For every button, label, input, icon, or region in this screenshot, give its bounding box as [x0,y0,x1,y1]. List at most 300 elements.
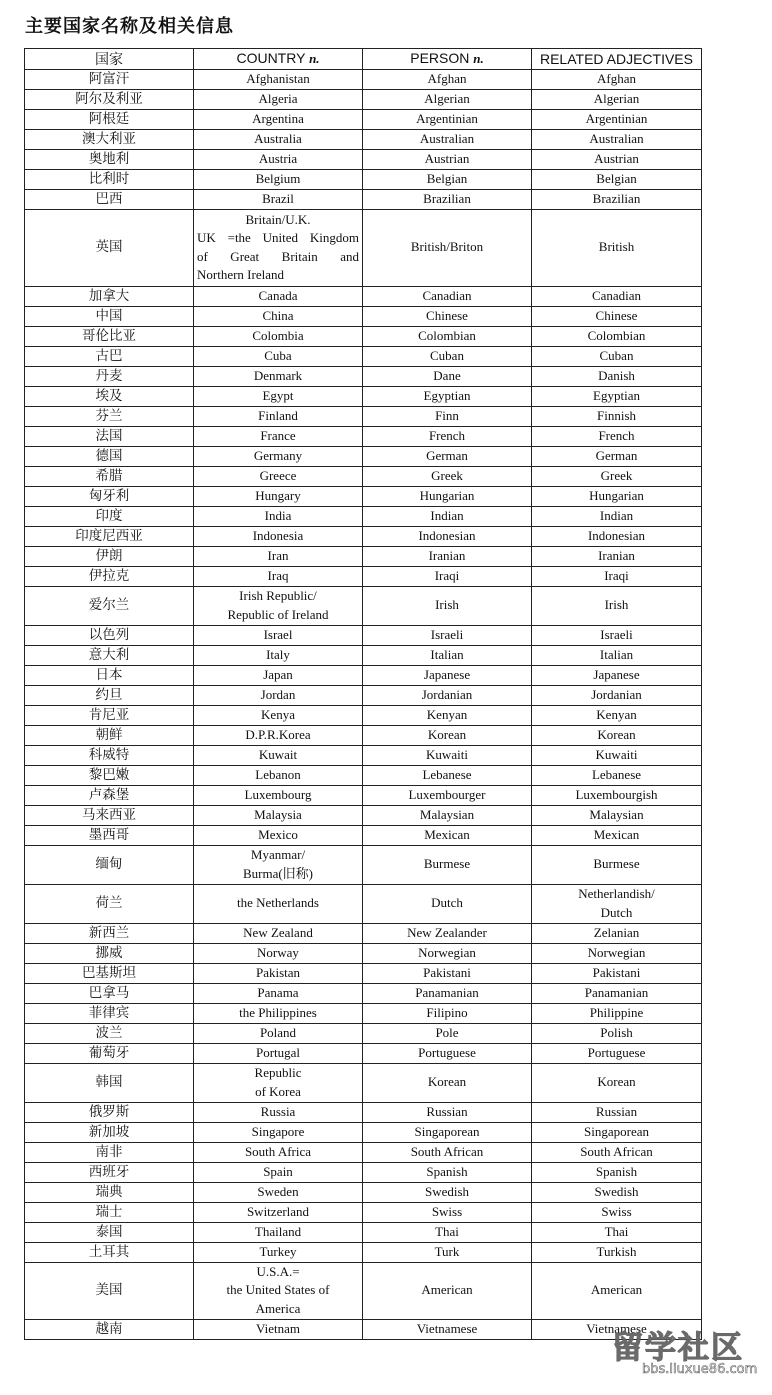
cell-country [194,1023,363,1043]
cell-country [194,963,363,983]
cell-person [363,645,532,665]
page-title: 主要国家名称及相关信息 [25,16,234,37]
cell-adj [532,1003,702,1023]
table-row [25,446,702,466]
cell-country-line: Cuba [264,347,292,363]
cell-chinese-name: 埃及 [25,386,194,406]
cell-adj-line: Zelanian [593,924,640,940]
cell-country [194,1122,363,1142]
cell-adj [532,665,702,685]
cell-chinese-name: 爱尔兰 [25,586,194,625]
cell-person-line: Indian [430,507,464,523]
cell-country-line: Turkey [259,1243,297,1259]
cell-chinese-name: 加拿大 [25,286,194,306]
cell-person [363,209,532,286]
table-row [25,1023,702,1043]
cell-chinese-name: 卢森堡 [25,785,194,805]
cell-person [363,426,532,446]
cell-person-line: Portuguese [418,1044,476,1060]
table-row [25,1162,702,1182]
cell-adj-line: Turkish [596,1243,637,1259]
cell-country-line: Egypt [262,387,294,403]
cell-country [194,446,363,466]
cell-country-line: Poland [259,1024,297,1040]
cell-adj-line: Swiss [601,1203,632,1219]
cell-person-line: Thai [435,1223,459,1239]
cell-adj-line: Kenyan [596,706,637,722]
cell-person-line: Luxembourger [408,786,486,802]
cell-person [363,446,532,466]
countries-table [24,48,702,1340]
cell-country-line: Panama [257,984,299,1000]
cell-adj-line: Belgian [596,170,637,186]
cell-chinese-name: 俄罗斯 [25,1102,194,1122]
cell-country [194,526,363,546]
table-row [25,506,702,526]
cell-person-line: Norwegian [418,944,476,960]
cell-adj-line: Irish [604,597,629,613]
table-row [25,845,702,884]
cell-adj [532,426,702,446]
cell-country-line: Mexico [258,826,298,842]
cell-country-line: Denmark [253,367,303,383]
watermark-url: bbs.liuxue86.com [642,1362,758,1377]
table-row [25,725,702,745]
cell-adj [532,825,702,845]
cell-adj [532,983,702,1003]
cell-adj [532,1122,702,1142]
cell-person-line: Kuwaiti [426,746,468,762]
cell-person-line: Singaporean [414,1123,480,1139]
table-row [25,566,702,586]
cell-adj [532,406,702,426]
cell-country-line: Switzerland [246,1203,310,1219]
cell-chinese-name: 希腊 [25,466,194,486]
cell-country-line: Hungary [255,487,301,503]
cell-adj [532,586,702,625]
cell-adj [532,366,702,386]
cell-country-line: Brazil [262,190,294,206]
table-row [25,983,702,1003]
cell-adj [532,466,702,486]
cell-person-line: Jordanian [421,686,473,702]
cell-chinese-name: 哥伦比亚 [25,326,194,346]
table-row [25,1319,702,1339]
cell-country-line: Algeria [258,90,298,106]
cell-country [194,129,363,149]
cell-chinese-name: 巴拿马 [25,983,194,1003]
cell-person [363,725,532,745]
cell-chinese-name: 阿尔及利亚 [25,89,194,109]
cell-adj [532,845,702,884]
table-row [25,306,702,326]
cell-country [194,366,363,386]
cell-country [194,1262,363,1319]
cell-person-line: British/Briton [410,239,484,255]
cell-adj-line: Spanish [595,1163,638,1179]
cell-adj-line: British [598,239,635,255]
cell-adj [532,785,702,805]
cell-person [363,665,532,685]
cell-country-line: Russia [260,1103,296,1119]
cell-adj [532,685,702,705]
cell-person [363,825,532,845]
cell-person [363,326,532,346]
cell-chinese-name: 黎巴嫩 [25,765,194,785]
cell-adj [532,1142,702,1162]
cell-country [194,1003,363,1023]
cell-country [194,209,363,286]
cell-person [363,506,532,526]
cell-country [194,586,363,625]
cell-country [194,645,363,665]
cell-adj-line: Luxembourgish [575,786,658,802]
cell-chinese-name: 巴西 [25,189,194,209]
cell-country-line: Portugal [255,1044,301,1060]
cell-country-line: Iran [267,547,289,563]
cell-adj-line: Kuwaiti [595,746,638,762]
cell-person [363,1182,532,1202]
cell-adj-line: Egyptian [593,387,640,403]
cell-chinese-name: 芬兰 [25,406,194,426]
cell-chinese-name: 日本 [25,665,194,685]
cell-chinese-name: 古巴 [25,346,194,366]
cell-adj [532,486,702,506]
cell-country [194,466,363,486]
table-row [25,406,702,426]
cell-adj-line: Iraqi [604,567,629,583]
cell-adj-line: Danish [598,367,635,383]
table-row [25,805,702,825]
cell-adj [532,1182,702,1202]
cell-chinese-name: 波兰 [25,1023,194,1043]
cell-person [363,69,532,89]
cell-country [194,705,363,725]
table-row [25,1202,702,1222]
cell-adj-line: Iranian [598,547,635,563]
table-row [25,625,702,645]
cell-adj-line: Cuban [599,347,634,363]
table-row [25,109,702,129]
cell-chinese-name: 英国 [25,209,194,286]
cell-adj [532,1242,702,1262]
cell-country-line: of Korea [255,1083,301,1099]
cell-adj-line: Korean [597,726,636,742]
table-row [25,346,702,366]
cell-chinese-name: 阿富汗 [25,69,194,89]
cell-adj-line: Swedish [594,1183,639,1199]
cell-country-line: Colombia [252,327,304,343]
cell-person [363,1222,532,1242]
cell-adj [532,1023,702,1043]
cell-country [194,486,363,506]
table-row [25,884,702,923]
cell-country [194,765,363,785]
cell-person [363,785,532,805]
cell-adj-line: Argentinian [585,110,648,126]
cell-person [363,89,532,109]
cell-country-line: the Philippines [239,1004,317,1020]
cell-person [363,705,532,725]
cell-person [363,466,532,486]
cell-person-line: Panamanian [415,984,479,1000]
cell-country-line: Thailand [254,1223,302,1239]
cell-adj [532,306,702,326]
cell-chinese-name: 德国 [25,446,194,466]
cell-adj-line: Portuguese [587,1044,646,1060]
cell-country-line: Burma(旧称) [242,865,314,881]
cell-adj-line: Vietnamese [586,1320,647,1336]
cell-chinese-name: 伊朗 [25,546,194,566]
cell-chinese-name: 菲律宾 [25,1003,194,1023]
cell-person [363,963,532,983]
cell-person [363,386,532,406]
cell-person-line: Afghan [427,70,467,86]
table-row [25,466,702,486]
table-row [25,923,702,943]
cell-person-line: Colombian [418,327,476,343]
table-row [25,963,702,983]
watermark-text: 留学社区 [612,1330,744,1366]
cell-country [194,1043,363,1063]
cell-adj [532,526,702,546]
table-row [25,825,702,845]
cell-country-line: Pakistan [255,964,301,980]
cell-person [363,486,532,506]
cell-person [363,1142,532,1162]
cell-country-line: the Netherlands [237,895,319,911]
cell-person [363,983,532,1003]
cell-country [194,1182,363,1202]
cell-country [194,69,363,89]
cell-chinese-name: 中国 [25,306,194,326]
cell-person-line: Argentinian [416,110,478,126]
cell-adj [532,1319,702,1339]
cell-adj-line: Chinese [595,307,638,323]
header-chinese-name [25,49,194,70]
cell-chinese-name: 法国 [25,426,194,446]
cell-adj [532,1202,702,1222]
cell-adj-line: French [598,427,635,443]
cell-adj-line: Pakistani [592,964,641,980]
cell-chinese-name: 墨西哥 [25,825,194,845]
cell-adj-line: Jordanian [591,686,642,702]
cell-country [194,1142,363,1162]
cell-person [363,884,532,923]
cell-country [194,169,363,189]
cell-country-line: Indonesia [252,527,304,543]
cell-country-line: Kuwait [258,746,298,762]
cell-country-line: Iraq [267,567,289,583]
cell-country [194,625,363,645]
cell-person-line: Malaysian [419,806,475,822]
cell-country-line: Austria [258,150,298,166]
cell-country [194,286,363,306]
cell-country [194,149,363,169]
cell-person-line: Egyptian [423,387,471,403]
cell-country-line: Belgium [255,170,301,186]
cell-person-line: Australian [419,130,475,146]
cell-chinese-name: 瑞典 [25,1182,194,1202]
header-col3-label: PERSON [410,50,470,66]
table-row [25,1262,702,1319]
table-row [25,546,702,566]
table-row [25,765,702,785]
cell-person-line: Hungarian [419,487,475,503]
table-header-row [25,49,702,70]
cell-chinese-name: 新西兰 [25,923,194,943]
cell-country [194,109,363,129]
cell-chinese-name: 韩国 [25,1063,194,1102]
cell-person [363,149,532,169]
cell-country-line: Malaysia [254,806,302,822]
cell-country [194,346,363,366]
cell-chinese-name: 葡萄牙 [25,1043,194,1063]
cell-adj-line: Singaporean [584,1123,649,1139]
table-row [25,785,702,805]
cell-country-line: Northern Ireland [197,267,284,282]
cell-country-line: Australia [254,130,302,146]
cell-person [363,1319,532,1339]
cell-adj-line: Norwegian [587,944,646,960]
header-person [363,49,532,70]
cell-chinese-name: 奥地利 [25,149,194,169]
cell-person [363,169,532,189]
cell-adj [532,149,702,169]
cell-country [194,983,363,1003]
cell-adj-line: Israeli [600,626,633,642]
cell-person-line: Japanese [423,666,471,682]
cell-person-line: Kenyan [426,706,468,722]
cell-person-line: Korean [427,726,467,742]
cell-adj [532,189,702,209]
cell-country-line: Jordan [260,686,296,702]
cell-chinese-name: 巴基斯坦 [25,963,194,983]
cell-adj-line: Burmese [593,856,640,872]
table-row [25,943,702,963]
table-row [25,1182,702,1202]
cell-country [194,89,363,109]
cell-person-line: New Zealander [407,924,487,940]
table-body [25,69,702,1339]
cell-adj-line: German [595,447,638,463]
cell-person-line: Swiss [431,1203,463,1219]
cell-chinese-name: 约旦 [25,685,194,705]
cell-chinese-name: 美国 [25,1262,194,1319]
cell-person-line: Algerian [424,90,470,106]
cell-person [363,1003,532,1023]
cell-person-line: Dane [433,367,461,383]
cell-country-line: Republic of Ireland [227,606,329,622]
cell-country-line: America [255,1300,301,1316]
cell-adj [532,326,702,346]
cell-country [194,943,363,963]
cell-adj [532,625,702,645]
cell-person [363,805,532,825]
cell-person [363,1043,532,1063]
cell-adj-line: American [590,1282,643,1298]
cell-person [363,286,532,306]
cell-person-line: Lebanese [422,766,472,782]
cell-country [194,406,363,426]
cell-adj [532,745,702,765]
cell-adj-line: Russian [595,1103,638,1119]
cell-adj [532,1222,702,1242]
cell-country [194,546,363,566]
cell-person-line: Dutch [431,895,463,911]
cell-chinese-name: 意大利 [25,645,194,665]
table-row [25,1242,702,1262]
cell-person-line: French [428,427,466,443]
table-row [25,645,702,665]
cell-person-line: Austrian [424,150,470,166]
cell-country-line: Germany [253,447,303,463]
cell-country-line: Myanmar/ [250,847,306,862]
cell-chinese-name: 南非 [25,1142,194,1162]
cell-chinese-name: 新加坡 [25,1122,194,1142]
cell-chinese-name: 缅甸 [25,845,194,884]
cell-chinese-name: 越南 [25,1319,194,1339]
cell-person [363,1262,532,1319]
cell-person-line: Russian [426,1103,468,1119]
table-row [25,89,702,109]
cell-person [363,1063,532,1102]
cell-adj-line: Canadian [591,287,642,303]
cell-country-line: Republic [254,1065,302,1080]
cell-country [194,805,363,825]
table-row [25,1142,702,1162]
cell-adj-line: Lebanese [591,766,642,782]
cell-adj-line: South African [580,1143,653,1159]
cell-person [363,346,532,366]
cell-adj [532,1162,702,1182]
table-row [25,1102,702,1122]
cell-person [363,546,532,566]
cell-adj-line: Afghan [597,70,636,86]
cell-adj [532,286,702,306]
cell-person-line: Korean [427,1074,467,1090]
cell-adj [532,566,702,586]
cell-chinese-name: 西班牙 [25,1162,194,1182]
table-row [25,685,702,705]
cell-person-line: Israeli [430,626,464,642]
table-row [25,386,702,406]
cell-country-line: Britain/U.K. [245,211,311,227]
table-row [25,366,702,386]
cell-adj-line: Austrian [594,150,639,166]
cell-person [363,923,532,943]
cell-adj-line: Indonesian [587,527,646,543]
table-row [25,1122,702,1142]
cell-person [363,189,532,209]
cell-country [194,1242,363,1262]
cell-person [363,1023,532,1043]
table-row [25,1043,702,1063]
cell-person-line: German [426,447,468,463]
cell-adj-line: Philippine [589,1004,644,1020]
table-row [25,1063,702,1102]
table-row [25,486,702,506]
table-row [25,1003,702,1023]
cell-country-line: Vietnam [256,1320,300,1336]
cell-person-line: Iraqi [434,567,460,583]
cell-person [363,406,532,426]
cell-adj [532,1043,702,1063]
cell-person [363,109,532,129]
cell-person-line: Spanish [426,1163,468,1179]
cell-person-line: Canadian [422,287,472,303]
header-country [194,49,363,70]
